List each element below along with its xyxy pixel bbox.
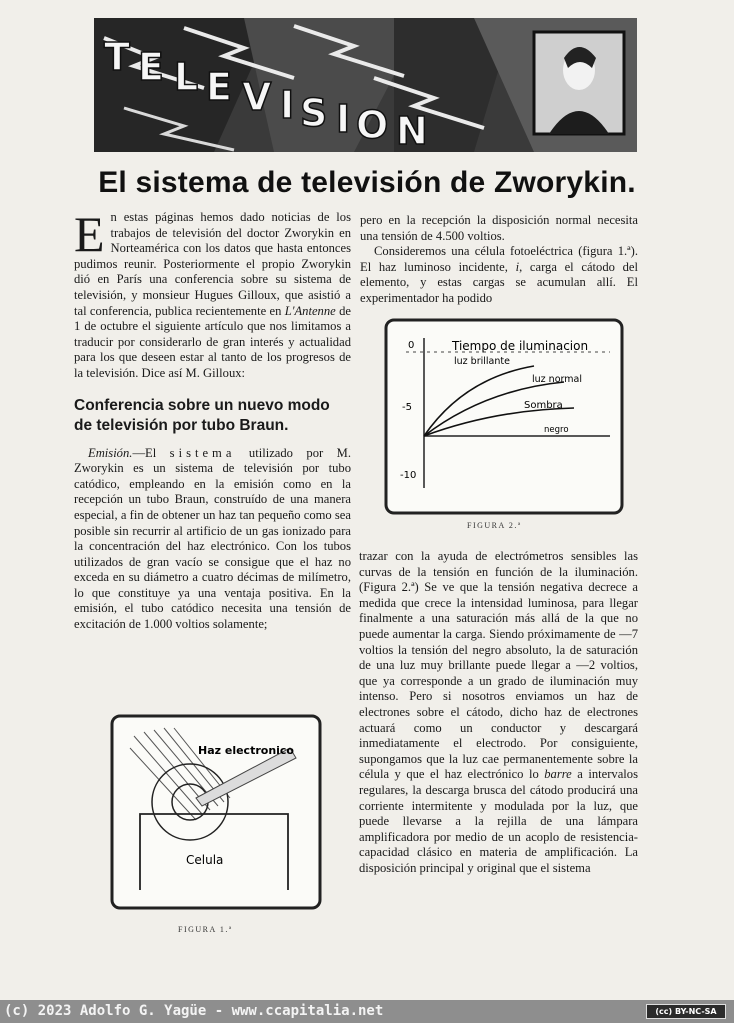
banner-letter: T [104, 35, 130, 79]
y-tick-label: -10 [400, 470, 417, 481]
cell-text: Consideremos una célula fotoeléctrica (figura 1.ª). El haz luminoso incidente, [360, 244, 638, 274]
emision-spaced-word: sistema [169, 445, 236, 460]
figure-1-caption: FIGURA 1.ª [178, 925, 233, 934]
emision-text: utilizado por M. Zworykin es un sistema de televisión por tubo catódico, empleando en la emisión como en la recepción un tubo Braun, construído de una manera especial, a fin de obtener un haz tan pequeño como sea posible sin recurrir al artificio de un gas ionizado para la concentración del haz electrónico. Con los tubos utilizados de gran vacío se consigue que el haz no exceda en su diámetro a cuatro décimas de milímetro, lo que constituye ya una ventaja positiva. En la emisión, el tubo catódico necesita una tensión de excitación de 1.000 voltios solamente; [74, 445, 351, 632]
section-heading: Conferencia sobre un nuevo modo de televisión por tubo Braun. [74, 396, 330, 434]
emision-paragraph [74, 446, 351, 633]
y-tick-label: 0 [408, 340, 415, 351]
television-banner [94, 18, 637, 152]
publication-name: L'Antenne [284, 303, 336, 318]
banner-letter: L [174, 55, 199, 99]
banner-letter: N [396, 109, 428, 152]
emision-dash: —El [132, 445, 170, 460]
y-tick-label: -5 [402, 402, 412, 413]
banner-letter: V [242, 75, 272, 119]
figure-2 [384, 318, 624, 515]
emision-label: Emisión. [88, 445, 133, 460]
curves-paragraph [359, 549, 638, 876]
banner-letter: I [336, 97, 351, 141]
license-badge: (cc) BY-NC-SA [646, 1004, 726, 1019]
beam-symbol: i [515, 259, 520, 274]
banner-letter: O [356, 103, 389, 147]
curves-text-cont: a intervalos regulares, la descarga brusca del cátodo producirá una corriente intermitente y modulada por la luz, que puede llevarse a la rejilla de una lámpara amplificadora por medio de un acoplo de resistencia-capacidad clásico en materia de amplificación. La disposición principal y original que el sistema [359, 767, 638, 875]
banner-letter: E [206, 65, 232, 109]
emphasis-word: barre [544, 767, 572, 782]
cell-label: Celula [186, 853, 224, 867]
illumination-curves-graph [384, 318, 624, 515]
banner-letter: E [138, 45, 164, 89]
article-title: El sistema de televisión de Zworykin. [98, 166, 636, 199]
right-column-bottom [359, 549, 638, 876]
banner-letter: S [300, 91, 328, 135]
right-column-top [360, 213, 638, 307]
curve-label: luz normal [532, 374, 582, 385]
beam-label: Haz electronico [198, 744, 294, 757]
graph-title: Tiempo de iluminacion [452, 339, 589, 353]
banner-letter: I [280, 83, 295, 127]
drop-cap: E [74, 206, 105, 262]
copyright-text: (c) 2023 Adolfo G. Yagüe - www.ccapitalia.net [4, 1003, 384, 1019]
curve-label: Sombra [524, 400, 563, 411]
banner-illustration [94, 18, 637, 152]
intro-text: n estas páginas hemos dado noticias de los trabajos de televisión del doctor Zworykin en Norteamérica con los datos que hasta entonces pudimos reunir. Posteriormente el propio Zworykin dió en París una conferencia sobre su sistema de televisión, y monsieur Hugues Gilloux, que asistió a tal conferencia, publica recientemente en [74, 210, 351, 318]
cell-paragraph [360, 244, 638, 306]
left-column [74, 206, 351, 633]
curve-label: luz brillante [454, 356, 510, 367]
copyright-bar [0, 1000, 734, 1023]
cell-text-cont: , carga el cátodo del elemento, y estas cargas se acumulan allí. El experimentador ha podido [360, 259, 638, 305]
intro-paragraph [74, 206, 351, 382]
figure-1 [110, 714, 322, 910]
curve-label: negro [544, 425, 569, 435]
figure-2-caption: FIGURA 2.ª [467, 521, 522, 530]
curves-text: trazar con la ayuda de electrómetros sensibles las curvas de la tensión en función de la iluminación. (Figura 2.ª) Se ve que la tensión negativa decrece a medida que crece la intensidad luminosa, para llegar finalmente a una saturación más allá de la que no puede aumentar la carga. Siendo próximamente de —7 voltios la tensión del negro absoluto, la de saturación de una luz muy brillante puede llegar a —2 voltios, que ya corresponde a un grado de iluminación muy intenso. Pero si nosotros enviamos un haz de electrones sobre el cátodo, dicho haz de electrones actuará como un conductor y descargará inmediatamente el electrodo. Por consiguiente, supongamos que la luz cae permanentemente sobre la célula y que el haz electrónico lo [359, 549, 638, 782]
photocell-diagram [110, 714, 322, 910]
voltage-paragraph: pero en la recepción la disposición normal necesita una tensión de 4.500 voltios. [360, 213, 638, 243]
intro-text-cont: de 1 de octubre el siguiente artículo que nos limitamos a traducir por considerarlo de gran interés y actualidad para los que deseen estar al tanto de los progresos de la televisión. Dice así M. Gilloux: [74, 303, 351, 380]
